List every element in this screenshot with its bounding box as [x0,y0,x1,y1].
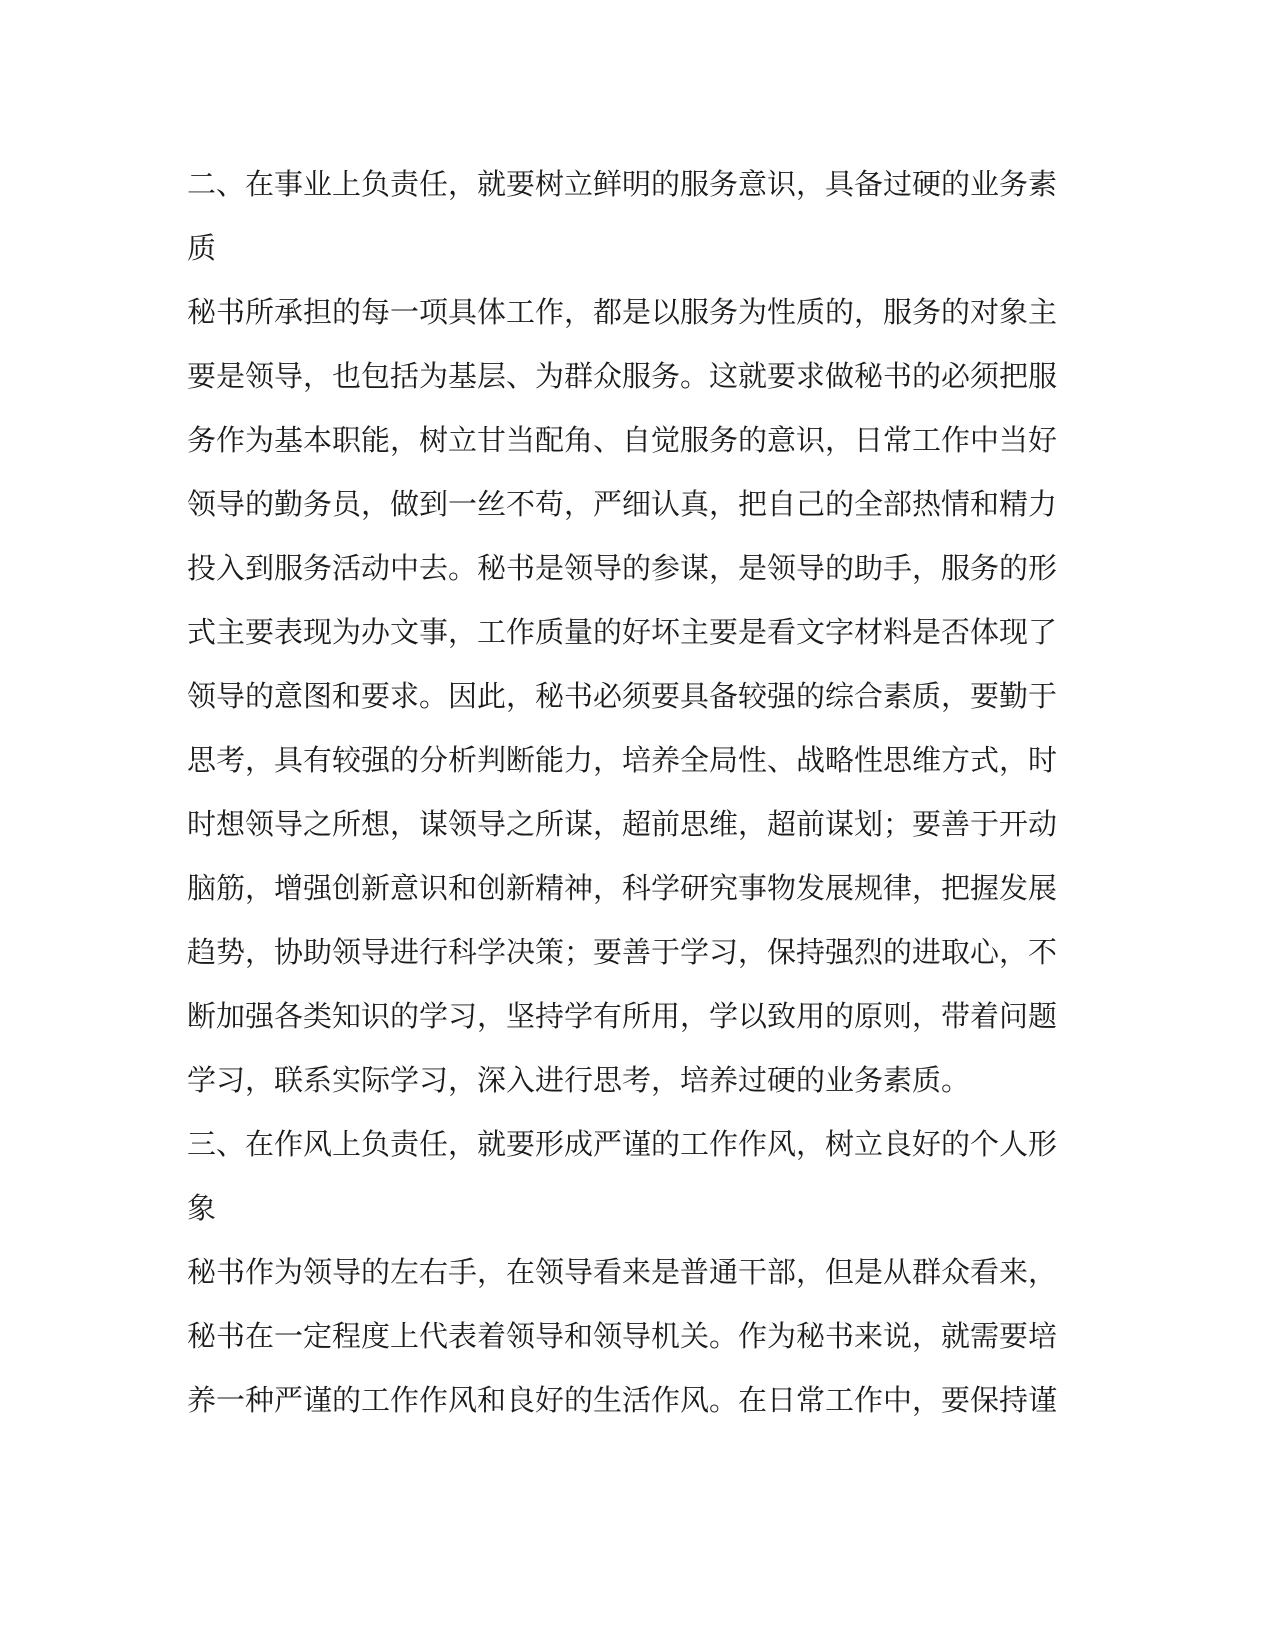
paragraph-line: 式主要表现为办文事，工作质量的好坏主要是看文字材料是否体现了 [187,615,1058,649]
paragraph-line: 脑筋，增强创新意识和创新精神，科学研究事物发展规律，把握发展 [187,871,1058,905]
paragraph-line: 领导的勤务员，做到一丝不苟，严细认真，把自己的全部热情和精力 [187,487,1058,521]
paragraph-line: 时想领导之所想，谋领导之所谋，超前思维，超前谋划；要善于开动 [187,807,1058,841]
paragraph-line: 养一种严谨的工作作风和良好的生活作风。在日常工作中，要保持谨 [187,1383,1058,1417]
paragraph-line: 要是领导，也包括为基层、为群众服务。这就要求做秘书的必须把服 [187,359,1058,393]
document-body [187,152,1067,1432]
section-heading-3-line-1: 三、在作风上负责任，就要形成严谨的工作作风，树立良好的个人形 [187,1127,1058,1161]
paragraph-line: 断加强各类知识的学习，坚持学有所用，学以致用的原则，带着问题 [187,999,1058,1033]
paragraph-line: 投入到服务活动中去。秘书是领导的参谋，是领导的助手，服务的形 [187,551,1058,585]
paragraph-line: 秘书在一定程度上代表着领导和领导机关。作为秘书来说，就需要培 [187,1319,1058,1353]
section-heading-2-line-1: 二、在事业上负责任，就要树立鲜明的服务意识，具备过硬的业务素 [187,167,1058,201]
section-heading-2-line-2: 质 [187,231,217,265]
paragraph-line: 趋势，协助领导进行科学决策；要善于学习，保持强烈的进取心，不 [187,935,1058,969]
paragraph-line: 思考，具有较强的分析判断能力，培养全局性、战略性思维方式，时 [187,743,1058,777]
paragraph-line: 领导的意图和要求。因此，秘书必须要具备较强的综合素质，要勤于 [187,679,1058,713]
paragraph-line: 务作为基本职能，树立甘当配角、自觉服务的意识，日常工作中当好 [187,423,1058,457]
paragraph-line: 学习，联系实际学习，深入进行思考，培养过硬的业务素质。 [187,1063,971,1097]
paragraph-line: 秘书作为领导的左右手，在领导看来是普通干部，但是从群众看来， [187,1255,1058,1289]
paragraph-line: 秘书所承担的每一项具体工作，都是以服务为性质的，服务的对象主 [187,295,1058,329]
section-heading-3-line-2: 象 [187,1191,217,1225]
